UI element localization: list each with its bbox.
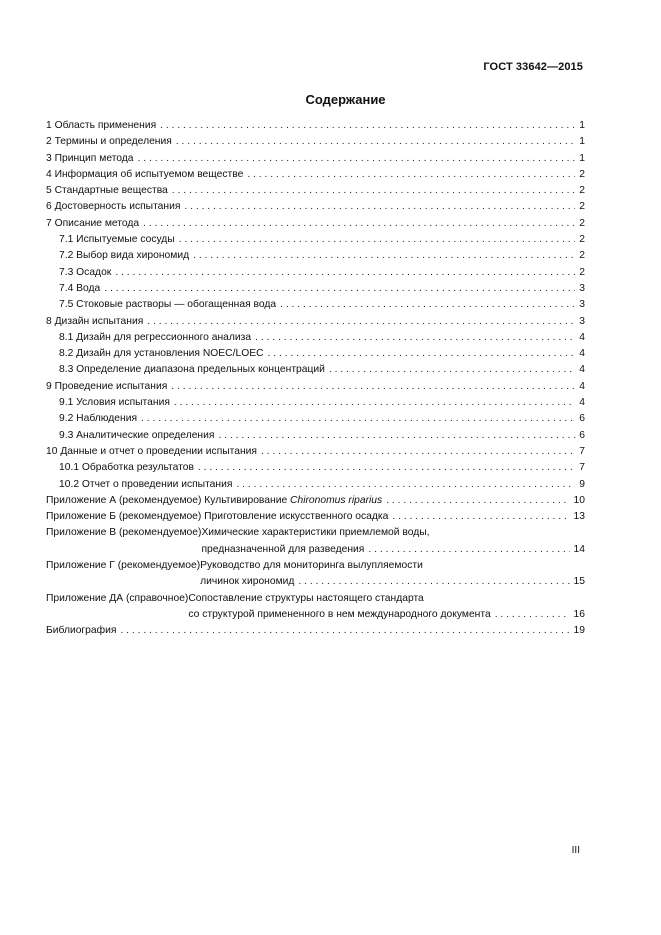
document-code: ГОСТ 33642—2015	[483, 61, 583, 73]
page-number: III	[571, 845, 580, 856]
toc-subentry[interactable]: 7.4 Вода . . . 3	[46, 281, 585, 297]
leader-dots	[171, 379, 575, 395]
leader-dots	[174, 395, 575, 411]
toc-entry[interactable]: 1 Область применения . . . 1	[46, 118, 585, 134]
leader-dots	[179, 232, 575, 248]
toc-entry[interactable]: 6 Достоверность испытания . . . 2	[46, 199, 585, 215]
toc-entry[interactable]: 4 Информация об испытуемом веществе . . . 2	[46, 167, 585, 183]
toc-appendix-g[interactable]: Приложение Г (рекомендуемое) Руководство для мониторинга вылупляемости личинок хирономид . . . 15	[46, 558, 585, 591]
leader-dots	[386, 493, 569, 509]
toc-entry[interactable]: 7 Описание метода . . . 2	[46, 216, 585, 232]
leader-dots	[247, 167, 575, 183]
leader-dots	[143, 216, 575, 232]
toc-entry[interactable]: 3 Принцип метода . . . 1	[46, 151, 585, 167]
toc-subentry[interactable]: 10.1 Обработка результатов . . . 7	[46, 460, 585, 476]
toc-subentry[interactable]: 8.1 Дизайн для регрессионного анализа . . . 4	[46, 330, 585, 346]
leader-dots	[115, 265, 575, 281]
toc-entry[interactable]: 9 Проведение испытания . . . 4	[46, 379, 585, 395]
toc-subentry[interactable]: 7.2 Выбор вида хирономид . . . 2	[46, 248, 585, 264]
toc-entry[interactable]: 2 Термины и определения . . . 1	[46, 134, 585, 150]
toc-appendix-v[interactable]: Приложение В (рекомендуемое) Химические характеристики приемлемой воды, предназначенной для разведения . . . 14	[46, 525, 585, 558]
toc-appendix-a[interactable]: Приложение А (рекомендуемое) Культивирование Chironomus riparius . . . 10	[46, 493, 585, 509]
appendix-a-species: Chironomus riparius	[290, 494, 383, 506]
leader-dots	[255, 330, 575, 346]
appendix-a-prefix: Приложение А (рекомендуемое) Культивирование	[46, 494, 291, 506]
leader-dots	[280, 297, 575, 313]
leader-dots	[368, 542, 569, 558]
toc-subentry[interactable]: 9.2 Наблюдения . . . 6	[46, 411, 585, 427]
leader-dots	[495, 607, 570, 623]
leader-dots	[160, 118, 575, 134]
page-title: Содержание	[305, 92, 386, 107]
toc-bibliography[interactable]: Библиография . . . 19	[46, 623, 585, 639]
leader-dots	[184, 199, 575, 215]
leader-dots	[141, 411, 575, 427]
leader-dots	[147, 314, 575, 330]
leader-dots	[120, 623, 569, 639]
toc-subentry[interactable]: 9.3 Аналитические определения . . . 6	[46, 428, 585, 444]
toc-subentry[interactable]: 7.5 Стоковые растворы — обогащенная вода . . . 3	[46, 297, 585, 313]
leader-dots	[329, 362, 575, 378]
toc-subentry[interactable]: 10.2 Отчет о проведении испытания . . . 9	[46, 477, 585, 493]
leader-dots	[261, 444, 575, 460]
toc-subentry[interactable]: 7.1 Испытуемые сосуды . . . 2	[46, 232, 585, 248]
leader-dots	[138, 151, 575, 167]
toc-entry[interactable]: 10 Данные и отчет о проведении испытания . . . 7	[46, 444, 585, 460]
leader-dots	[172, 183, 575, 199]
leader-dots	[176, 134, 575, 150]
leader-dots	[392, 509, 569, 525]
toc-subentry[interactable]: 8.2 Дизайн для установления NOEC/LOEC . . . 4	[46, 346, 585, 362]
toc-appendix-da[interactable]: Приложение ДА (справочное) Сопоставление структуры настоящего стандарта со структурой примененного в нем международного документа . . . 16	[46, 591, 585, 624]
leader-dots	[298, 574, 569, 590]
table-of-contents	[46, 118, 585, 640]
toc-appendix-b[interactable]: Приложение Б (рекомендуемое) Приготовление искусственного осадка . . . 13	[46, 509, 585, 525]
leader-dots	[218, 428, 575, 444]
toc-entry[interactable]: 8 Дизайн испытания . . . 3	[46, 314, 585, 330]
leader-dots	[268, 346, 575, 362]
toc-subentry[interactable]: 7.3 Осадок . . . 2	[46, 265, 585, 281]
leader-dots	[193, 248, 575, 264]
leader-dots	[198, 460, 575, 476]
leader-dots	[236, 477, 575, 493]
leader-dots	[104, 281, 575, 297]
toc-entry[interactable]: 5 Стандартные вещества . . . 2	[46, 183, 585, 199]
toc-subentry[interactable]: 8.3 Определение диапазона предельных концентраций . . . 4	[46, 362, 585, 378]
toc-subentry[interactable]: 9.1 Условия испытания . . . 4	[46, 395, 585, 411]
